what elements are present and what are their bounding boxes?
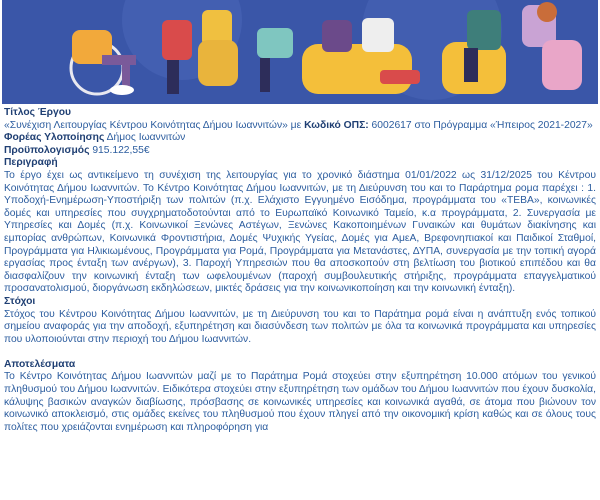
description-text: Το έργο έχει ως αντικείμενο τη συνέχιση της λειτουργίας για το χρονικό διάστημα 01/01/2022 ως 31/12/2025 του Κέντρου Κοινότητας Δήμου Ιωαννιτών. Το Κέντρο Κοινότητας Δήμου Ιωαννιτών, με τη Διεύρυνση του και το Παράρτημα ρομα παρέχει : 1. Υποδοχή-Ενημέρωση-Υποστήριξη των πολιτών (π.χ. Ελάχιστο Εγγυημένο Εισόδημα, προγράμματα του «ΤΕΒΑ», κοινωνικές δομές και υπηρεσίες που συγχρηματοδοτούνται από το Ευρωπαϊκό Κοινωνικό Ταμείο, κ.α προγράμματα, 2. Συνεργασία με Υπηρεσίες και Δομές (π.χ. Κοινωνικοί Ξενώνες Αστέγων, Ξενώνες Κακοποιημένων Γυναικών και θυμάτων διακίνησης και εμπορίας ανθρώπων, Κοινωνικά Φροντιστήρια, Δομές Ψυχικής Υγείας, Δομές για ΑμεΑ, Βρεφονηπιακοί και Παιδικοί Σταθμοί, Προγράμματα για Ηλικιωμένους, Προγράμματα για Ρομά, Προγράμματα για Μετανάστες, ΔΥΠΑ, συνεργασία με την τοπική αγορά εργασίας προς ένταξη των ανέργων), 3. Παροχή Υπηρεσιών που θα αποσκοπούν στη βελτίωση του βιοτικού επιπέδου και θα διασφαλίζουν την κοινωνική ένταξη των ωφελουμένων (παροχή συμβουλευτικής στήριξης, προγράμματα επαγγελματικού προσανατολισμού, διοργάνωση εκδηλώσεων, μικτές δράσεις για την κοινωνικοποίηση και την κοινωνική ένταξη). — [4, 169, 596, 295]
goals-text: Στόχος του Κέντρου Κοινότητας Δήμου Ιωαννιτών, με τη Διεύρυνση του και το Παράτημα ρομά είναι η ανάπτυξη ενός τοπικού σημείου αναφοράς για την αποδοχή, εξυπηρέτηση και διασύνδεση των πολιτών με όλα τα κοινωνικά προγράμματα και υπηρεσίες που υλοποιούνται στην περιοχή του Δήμου Ιωαννιτών. — [4, 308, 596, 345]
implementing-body-value: Δήμος Ιωαννιτών — [104, 132, 186, 144]
implementing-body-line — [4, 132, 596, 145]
section-spacer — [4, 346, 596, 359]
banner-illustration — [2, 0, 598, 104]
project-title-text-after: 6002617 στο Πρόγραμμα «Ήπειρος 2021-2027» — [368, 119, 593, 131]
budget-label: Προϋπολογισμός — [4, 144, 90, 156]
budget-value: 915.122,55€ — [89, 144, 150, 156]
implementing-body-label: Φορέας Υλοποίησης — [4, 132, 105, 144]
budget-line — [4, 145, 596, 158]
results-heading: Αποτελέσματα — [4, 358, 76, 370]
article-content — [4, 107, 596, 434]
goals-heading: Στόχοι — [4, 295, 36, 307]
ops-code-label: Κωδικό ΟΠΣ: — [304, 119, 369, 131]
project-title-heading: Τίτλος Έργου — [4, 107, 72, 118]
banner-artwork — [2, 0, 598, 104]
description-heading: Περιγραφή — [4, 157, 58, 169]
results-text: Το Κέντρο Κοινότητας Δήμου Ιωαννιτών μαζί με το Παράτημα Ρομά στοχεύει στην εξυπηρέτηση 10.000 ατόμων του γενικού πληθυσμού του Δήμου Ιωαννιτών. Ειδικότερα στοχεύει στην εξυπηρέτηση των ομάδων του Δήμου Ιωαννιτών που έχουν δυσκολία, κάλυψης βασικών αναγκών διαβίωσης, πρόσβασης σε κοινωνικές υπηρεσίες και κοινωνικά αγαθά, σε άτομα που βιώνουν τον κοινωνικό αποκλεισμό, στις ομάδες εκείνες του πληθυσμού που έχουν πληγεί από την οικονομική κρίση καθώς και σε όλους τους πολίτες που χρειάζονται ενημέρωση και πληροφόρηση για — [4, 371, 596, 433]
project-title-line — [4, 120, 596, 133]
project-title-text: «Συνέχιση Λειτουργίας Κέντρου Κοινότητας Δήμου Ιωαννιτών» με — [4, 119, 305, 131]
